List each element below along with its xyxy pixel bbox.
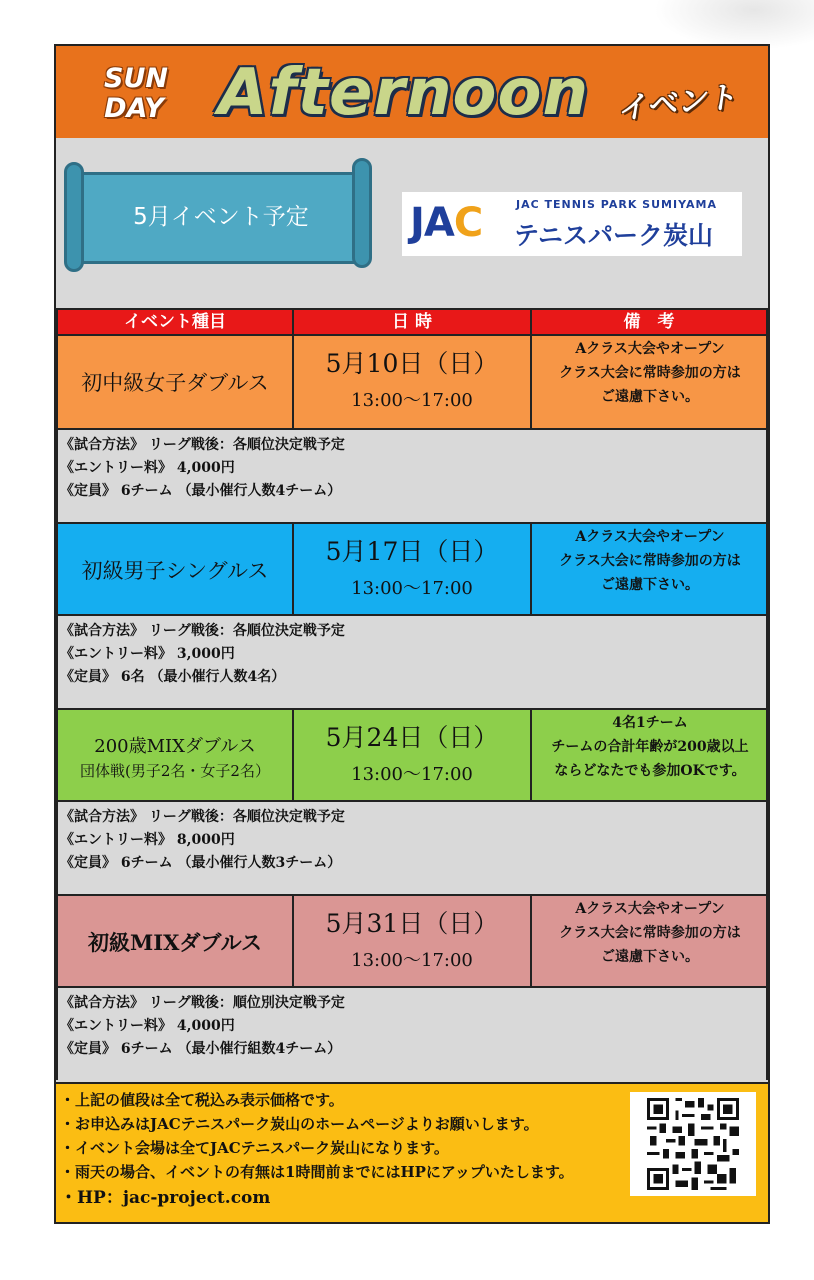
event-note-cell (532, 896, 768, 988)
event-block (56, 522, 768, 708)
event-date-cell (294, 336, 532, 428)
event-time: 13:00～17:00 (351, 950, 473, 971)
event-time: 13:00～17:00 (351, 578, 473, 599)
entry-fee: 《エントリー料》 4,000円 (60, 460, 235, 476)
header-remarks: 備 考 (623, 312, 675, 332)
footer-line: ・上記の値段は全て税込み表示価格です。 (60, 1091, 344, 1109)
event-time: 13:00～17:00 (351, 390, 473, 411)
event-time: 13:00～17:00 (351, 764, 473, 785)
subtitle-scroll (64, 158, 372, 274)
logo-english: JAC TENNIS PARK SUMIYAMA (516, 198, 717, 211)
event-name-group (58, 710, 292, 802)
event-details (56, 988, 768, 1080)
entry-fee: 《エントリー料》 4,000円 (60, 1018, 235, 1034)
event-note-line: Aクラス大会やオープン (575, 901, 725, 917)
match-format: 《試合方法》 リーグ戦後：各順位決定戦予定 (60, 437, 345, 453)
event-name-cell (58, 710, 294, 802)
event-name: 初級MIXダブルス (88, 930, 262, 955)
month-subtitle: 5月イベント予定 (133, 204, 309, 230)
capacity: 《定員》 6チーム （最小催行組数4チーム） (60, 1041, 342, 1057)
event-note-cell (532, 710, 768, 802)
match-format: 《試合方法》 リーグ戦後：各順位決定戦予定 (60, 623, 345, 639)
footer-line: ・お申込みはJACテニスパーク炭山のホームページよりお願いします。 (60, 1115, 539, 1133)
event-note-line: ご遠慮下さい。 (601, 577, 699, 593)
event-note-line: チームの合計年齢が200歳以上 (551, 739, 749, 755)
table-header (56, 308, 768, 336)
event-details (56, 430, 768, 522)
event-name-sub: 団体戦(男子2名・女子2名） (80, 761, 270, 780)
afternoon-title: Afternoon (218, 56, 589, 130)
event-note-line: クラス大会に常時参加の方は (559, 925, 741, 941)
event-row (56, 894, 768, 988)
logo-japanese: テニスパーク炭山 (514, 221, 714, 250)
event-name: 初中級女子ダブルス (81, 371, 269, 395)
event-name-cell (58, 336, 294, 428)
event-name: 200歳MIXダブルス (94, 735, 256, 757)
footer-line: ・雨天の場合、イベントの有無は1時間前までにはHPにアップいたします。 (60, 1163, 574, 1181)
qr-code-icon (644, 1098, 742, 1190)
event-block (56, 894, 768, 1080)
event-note-line: ご遠慮下さい。 (601, 389, 699, 405)
event-name-cell (58, 524, 294, 616)
event-date: 5月17日（日） (325, 537, 499, 566)
event-poster (54, 44, 770, 1224)
match-format: 《試合方法》 リーグ戦後：各順位決定戦予定 (60, 809, 345, 825)
entry-fee: 《エントリー料》 8,000円 (60, 832, 235, 848)
capacity: 《定員》 6チーム （最小催行人数4チーム） (60, 483, 342, 499)
event-row (56, 708, 768, 802)
event-details (56, 802, 768, 894)
header-event-type: イベント種目 (58, 310, 294, 334)
event-note-line: ならどなたでも参加OKです。 (554, 763, 746, 779)
event-row (56, 336, 768, 430)
capacity: 《定員》 6名 （最小催行人数4名） (60, 669, 286, 685)
homepage-link[interactable]: ・HP：jac-project.com (60, 1188, 271, 1208)
event-date-cell (294, 896, 532, 988)
qr-code[interactable] (630, 1092, 756, 1196)
scroll-curl-left (64, 162, 84, 272)
event-word: イベント (614, 79, 738, 128)
capacity: 《定員》 6チーム （最小催行人数3チーム） (60, 855, 342, 871)
event-date: 5月31日（日） (325, 909, 499, 938)
event-note-line: Aクラス大会やオープン (575, 529, 725, 545)
logo-mark-ja: JA (410, 200, 454, 246)
event-block (56, 708, 768, 894)
event-name-cell (58, 896, 294, 988)
page-shadow (654, 0, 814, 50)
footer-lines (60, 1088, 574, 1210)
event-date: 5月24日（日） (325, 723, 499, 752)
sun-text: SUN (104, 63, 168, 94)
event-row (56, 522, 768, 616)
header-datetime: 日 時 (294, 310, 532, 334)
footer-line: ・イベント会場は全てJACテニスパーク炭山になります。 (60, 1139, 449, 1157)
event-note-line: クラス大会に常時参加の方は (559, 553, 741, 569)
day-text: DAY (104, 93, 164, 124)
event-note-line: クラス大会に常時参加の方は (559, 365, 741, 381)
event-date: 5月10日（日） (325, 349, 499, 378)
match-format: 《試合方法》 リーグ戦後：順位別決定戦予定 (60, 995, 345, 1011)
event-details (56, 616, 768, 708)
event-name: 初級男子シングルス (81, 559, 269, 583)
event-note-cell (532, 336, 768, 428)
event-date-cell (294, 524, 532, 616)
title-banner (56, 46, 768, 138)
entry-fee: 《エントリー料》 3,000円 (60, 646, 235, 662)
footer-notes (56, 1082, 768, 1222)
sunday-label (104, 64, 168, 124)
event-date-cell (294, 710, 532, 802)
event-note-line: ご遠慮下さい。 (601, 949, 699, 965)
event-note-line: Aクラス大会やオープン (575, 341, 725, 357)
logo-mark (410, 200, 482, 246)
event-note-line: 4名1チーム (612, 715, 688, 731)
event-block (56, 336, 768, 522)
event-note-cell (532, 524, 768, 616)
jac-logo (402, 192, 742, 256)
logo-mark-c: C (453, 200, 483, 246)
